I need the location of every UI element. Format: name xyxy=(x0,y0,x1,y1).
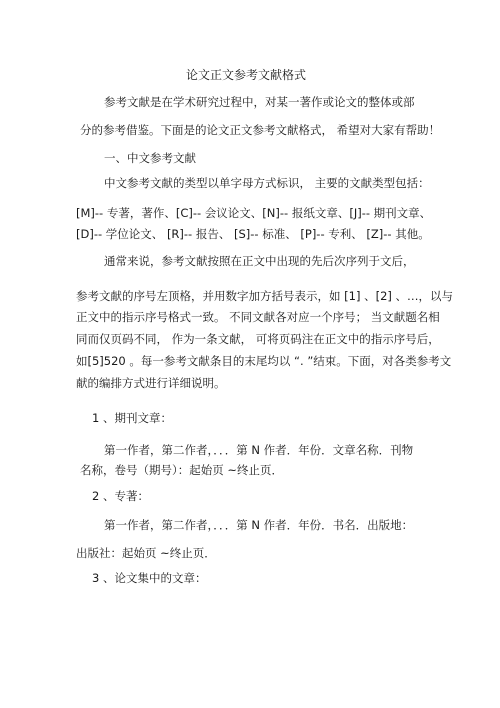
item-1-body-line-2: 名称，卷号（期号）：起始页 ~终止页． xyxy=(80,463,284,477)
order-body-line-1: 参考文献的序号左顶格，并用数字加方括号表示，如 [1] 、[2] 、…，以与 xyxy=(76,289,454,303)
types-intro: 中文参考文献的类型以单字母方式标识， 主要的文献类型包括： xyxy=(104,176,430,190)
document-title: 论文正文参考文献格式 xyxy=(186,68,307,82)
order-body-line-3: 同而仅页码不同， 作为一条文献， 可将页码注在正文中的指示序号后， xyxy=(76,332,440,346)
item-1-body-line-1: 第一作者，第二作者，．．．第 N 作者．年份．文章名称．刊物 xyxy=(104,443,414,457)
types-line-1: [M]-- 专著，著作、[C]-- 会议论文、[N]-- 报纸文章、[J]-- 期刊文章、 xyxy=(76,206,432,220)
item-2-body-line-1: 第一作者，第二作者，．．．第 N 作者．年份．书名．出版地： xyxy=(104,518,414,532)
order-body-line-4: 如[5]520 。每一参考文献条目的末尾均以 “. ”结束。下面，对各类参考文 xyxy=(76,354,452,368)
item-1-heading: 1 、期刊文章： xyxy=(92,411,172,425)
order-body-line-2: 正文中的指示序号格式一致。 不同文献各对应一个序号； 当文献题名相 xyxy=(76,310,440,324)
item-3-heading: 3 、论文集中的文章： xyxy=(92,571,207,585)
section-heading: 一、中文参考文献 xyxy=(104,151,196,165)
item-2-body-line-2: 出版社：起始页 ~终止页． xyxy=(76,546,216,560)
intro-line-2: 分的参考借鉴。下面是的论文正文参考文献格式， 希望对大家有帮助！ xyxy=(80,123,441,137)
order-intro: 通常来说，参考文献按照在正文中出现的先后次序列于文后， xyxy=(104,254,415,268)
order-body-line-5: 献的编排方式进行详细说明。 xyxy=(76,376,226,390)
item-2-heading: 2 、专著： xyxy=(92,489,149,503)
intro-line-1: 参考文献是在学术研究过程中，对某一著作或论文的整体或部 xyxy=(104,95,415,109)
types-line-2: [D]-- 学位论文、 [R]-- 报告、 [S]-- 标准、 [P]-- 专利、 [Z]-- 其他。 xyxy=(76,227,430,241)
